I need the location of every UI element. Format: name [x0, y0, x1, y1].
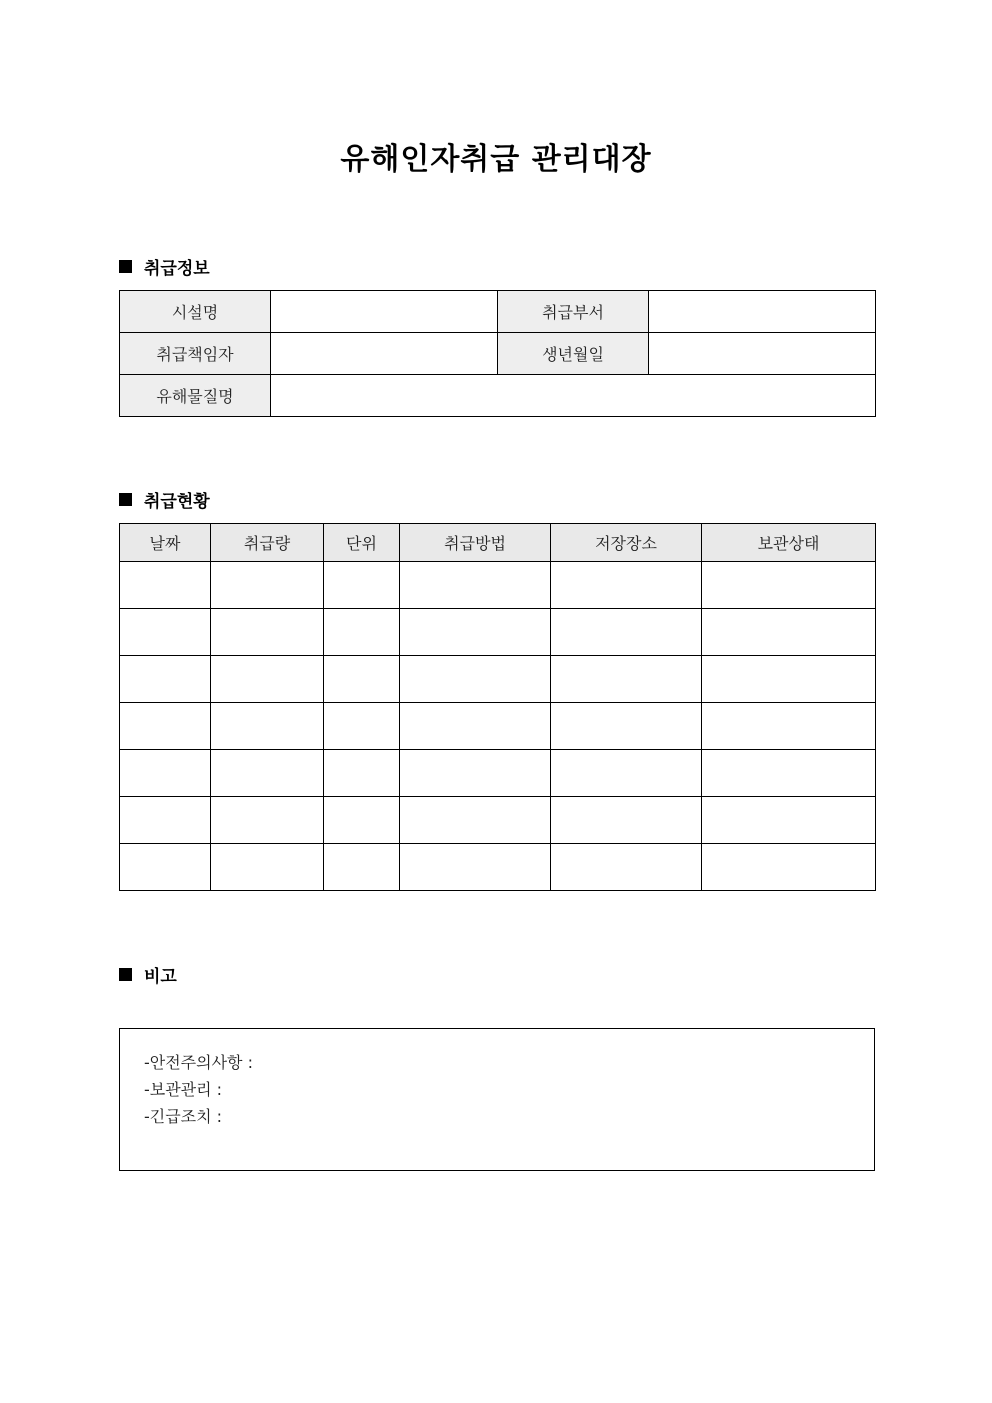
cell-storage-condition[interactable]	[702, 750, 876, 797]
table-row	[120, 750, 876, 797]
cell-storage-condition[interactable]	[702, 797, 876, 844]
square-bullet-icon	[119, 493, 132, 506]
cell-unit[interactable]	[324, 750, 400, 797]
cell-storage-condition[interactable]	[702, 562, 876, 609]
table-row	[120, 375, 876, 417]
remarks-box[interactable]	[119, 1028, 875, 1171]
column-header-storage-condition: 보관상태	[702, 524, 876, 562]
field-value-department[interactable]	[649, 291, 876, 333]
cell-unit[interactable]	[324, 844, 400, 891]
column-header-quantity: 취급량	[211, 524, 324, 562]
field-label-department: 취급부서	[498, 291, 649, 333]
column-header-method: 취급방법	[400, 524, 551, 562]
remark-emergency-measures: -긴급조치 :	[144, 1107, 223, 1126]
field-label-manager: 취급책임자	[120, 333, 271, 375]
table-row	[120, 703, 876, 750]
remark-storage-management: -보관관리 :	[144, 1080, 223, 1099]
cell-quantity[interactable]	[211, 562, 324, 609]
cell-storage-condition[interactable]	[702, 844, 876, 891]
square-bullet-icon	[119, 968, 132, 981]
cell-date[interactable]	[120, 656, 211, 703]
cell-date[interactable]	[120, 609, 211, 656]
cell-date[interactable]	[120, 750, 211, 797]
cell-quantity[interactable]	[211, 750, 324, 797]
cell-method[interactable]	[400, 797, 551, 844]
cell-date[interactable]	[120, 797, 211, 844]
column-header-storage-location: 저장장소	[551, 524, 702, 562]
section-heading-label: 비고	[144, 967, 177, 987]
cell-quantity[interactable]	[211, 703, 324, 750]
document-title: 유해인자취급 관리대장	[340, 142, 652, 177]
cell-unit[interactable]	[324, 797, 400, 844]
field-value-birthdate[interactable]	[649, 333, 876, 375]
cell-quantity[interactable]	[211, 797, 324, 844]
cell-quantity[interactable]	[211, 844, 324, 891]
section-heading-info	[119, 254, 210, 279]
status-table	[119, 523, 876, 891]
cell-unit[interactable]	[324, 609, 400, 656]
section-heading-label: 취급정보	[144, 259, 210, 279]
cell-storage-condition[interactable]	[702, 703, 876, 750]
field-label-facility-name: 시설명	[120, 291, 271, 333]
cell-storage-location[interactable]	[551, 797, 702, 844]
cell-storage-condition[interactable]	[702, 609, 876, 656]
cell-date[interactable]	[120, 562, 211, 609]
cell-storage-location[interactable]	[551, 703, 702, 750]
field-value-substance-name[interactable]	[271, 375, 876, 417]
cell-date[interactable]	[120, 703, 211, 750]
table-row	[120, 797, 876, 844]
column-header-unit: 단위	[324, 524, 400, 562]
table-header-row	[120, 524, 876, 562]
cell-unit[interactable]	[324, 656, 400, 703]
info-table	[119, 290, 876, 417]
cell-unit[interactable]	[324, 562, 400, 609]
table-row	[120, 609, 876, 656]
cell-quantity[interactable]	[211, 656, 324, 703]
square-bullet-icon	[119, 260, 132, 273]
section-heading-label: 취급현황	[144, 492, 210, 512]
cell-storage-location[interactable]	[551, 656, 702, 703]
cell-storage-location[interactable]	[551, 750, 702, 797]
cell-storage-location[interactable]	[551, 609, 702, 656]
section-heading-status	[119, 487, 210, 512]
remark-safety-precautions: -안전주의사항 :	[144, 1053, 253, 1072]
field-label-birthdate: 생년월일	[498, 333, 649, 375]
cell-storage-condition[interactable]	[702, 656, 876, 703]
table-row	[120, 844, 876, 891]
cell-storage-location[interactable]	[551, 562, 702, 609]
table-row	[120, 562, 876, 609]
cell-quantity[interactable]	[211, 609, 324, 656]
cell-method[interactable]	[400, 656, 551, 703]
table-row	[120, 656, 876, 703]
table-row	[120, 333, 876, 375]
cell-method[interactable]	[400, 703, 551, 750]
table-row	[120, 291, 876, 333]
field-value-manager[interactable]	[271, 333, 498, 375]
remarks-list	[120, 1029, 874, 1130]
cell-method[interactable]	[400, 562, 551, 609]
field-label-substance-name: 유해물질명	[120, 375, 271, 417]
cell-unit[interactable]	[324, 703, 400, 750]
cell-method[interactable]	[400, 750, 551, 797]
field-value-facility-name[interactable]	[271, 291, 498, 333]
section-heading-remarks	[119, 962, 177, 987]
cell-method[interactable]	[400, 844, 551, 891]
cell-date[interactable]	[120, 844, 211, 891]
cell-storage-location[interactable]	[551, 844, 702, 891]
cell-method[interactable]	[400, 609, 551, 656]
column-header-date: 날짜	[120, 524, 211, 562]
